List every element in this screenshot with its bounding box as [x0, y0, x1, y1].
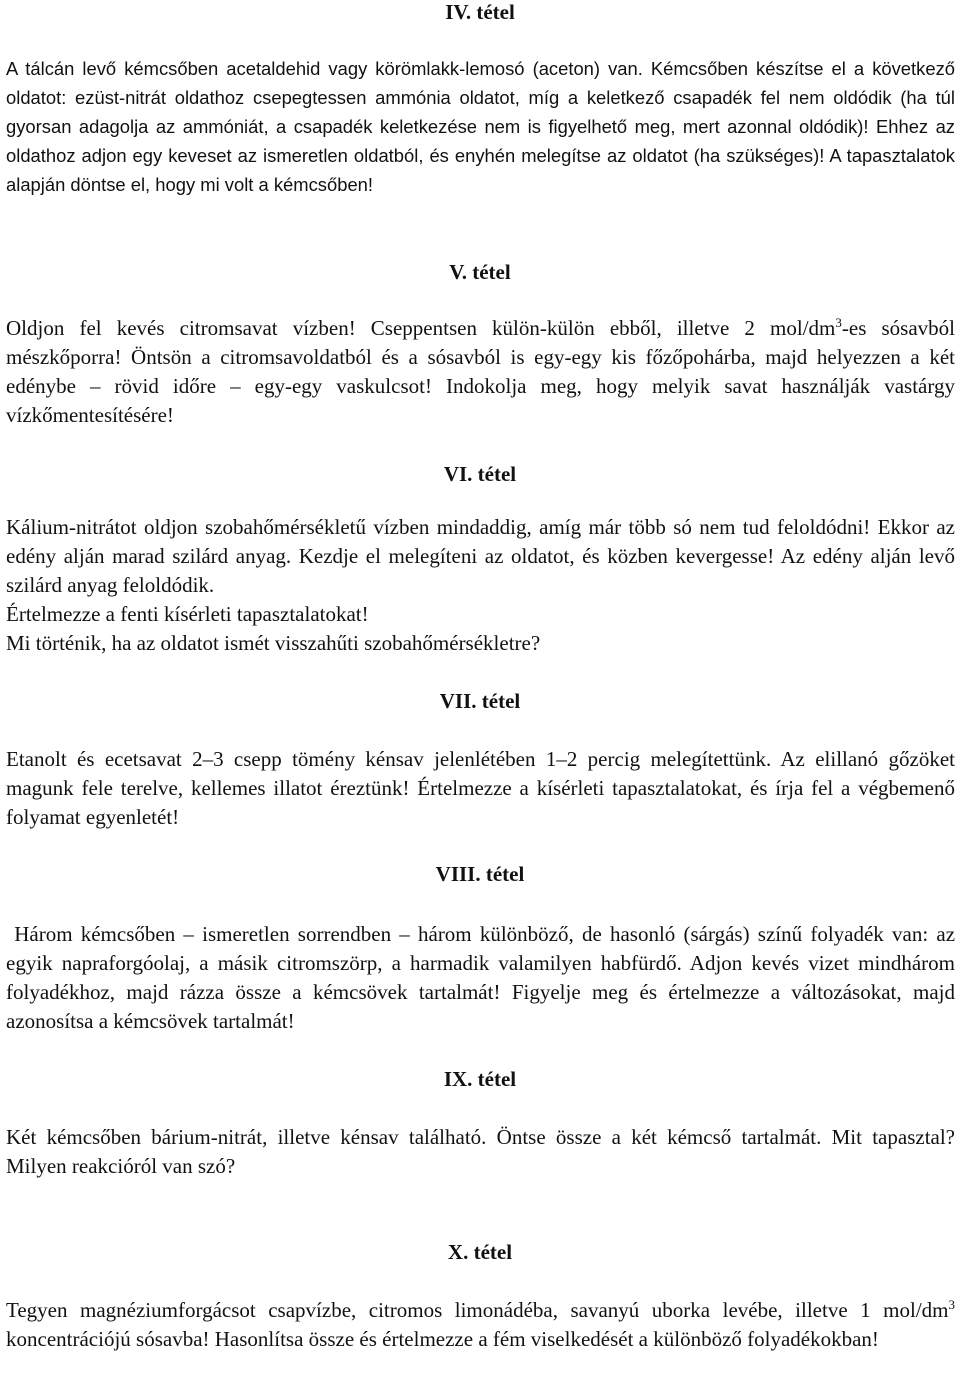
section-body-x-part2: koncentrációjú sósavba! Hasonlítsa össze és értelmezze a fém viselkedését a különböző folyadékokban! [6, 1327, 879, 1351]
section-body-vii: Etanolt és ecetsavat 2–3 csepp tömény kénsav jelenlétében 1–2 percig melegítettünk. Az elillanó gőzöket magunk fele terelve, kellemes illatot éreztünk! Értelmezze a kísérleti tapasztalatokat, és írja fel a végbemenő folyamat egyenletét! [6, 747, 955, 829]
section-body-viii: Három kémcsőben – ismeretlen sorrendben – három különböző, de hasonló (sárgás) színű folyadék van: az egyik napraforgóolaj, a másik citromszörp, a harmadik valamilyen habfürdő. Adjon kevés vizet mindhárom folyadékhoz, majd rázza össze a kémcsövek tartalmát! Figyelje meg és értelmezze a változásokat, majd azonosítsa a kémcsövek tartalmát! [6, 922, 960, 1033]
superscript-3: 3 [835, 315, 842, 330]
section-title-vii: VII. tétel [439, 689, 521, 713]
section-title-x: X. tétel [447, 1240, 513, 1264]
section-title-v: V. tétel [449, 260, 511, 284]
section-title-ix: IX. tétel [443, 1067, 517, 1091]
section-body-v [6, 314, 955, 430]
section-body-ix: Két kémcsőben bárium-nitrát, illetve kénsav található. Öntse össze a két kémcső tartalmát. Mit tapasztal? Milyen reakcióról van szó? [6, 1125, 955, 1178]
section-line-vi-2: Értelmezze a fenti kísérleti tapasztalatokat! [6, 602, 369, 626]
section-body-vi: Kálium-nitrátot oldjon szobahőmérsékletű vízben mindaddig, amíg már több só nem tud feloldódni! Ekkor az edény alján marad szilárd anyag. Kezdje el melegíteni az oldatot, és közben kevergesse! Az edény alján levő szilárd anyag feloldódik. [6, 515, 955, 597]
section-title-viii: VIII. tétel [435, 862, 525, 886]
section-body-x-part1: Tegyen magnéziumforgácsot csapvízbe, citromos limonádéba, savanyú uborka levébe, illetve 1 mol/dm [6, 1298, 949, 1322]
section-line-vi-3: Mi történik, ha az oldatot ismét visszahűti szobahőmérsékletre? [6, 631, 541, 655]
section-title-iv: IV. tétel [445, 0, 515, 24]
section-body-v-part1: Oldjon fel kevés citromsavat vízben! Cseppentsen külön-külön ebből, illetve 2 mol/dm [6, 316, 836, 340]
superscript-3: 3 [948, 1297, 955, 1312]
section-body-iv: A tálcán levő kémcsőben acetaldehid vagy körömlakk-lemosó (aceton) van. Kémcsőben készítse el a következő oldatot: ezüst-nitrát oldathoz csepegtessen ammónia oldatot, míg a keletkező csapadék fel nem oldódik (ha túl gyorsan adagolja az ammóniát, a csapadék keletkezése nem is figyelhető meg, mert azonnal oldódik)! Ehhez az oldathoz adjon egy keveset az ismeretlen oldatból, és enyhén melegítse az oldatot (ha szükséges)! A tapasztalatok alapján döntse el, hogy mi volt a kémcsőben! [6, 58, 955, 195]
section-body-v-part2: -es sósavból mészkőporra! Öntsön a citromsavoldatból és a sósavból is egy-egy kis főzőpohárba, majd helyezzen a két edénybe – rövid időre – egy-egy vaskulcsot! Indokolja meg, hogy melyik savat használják vastárgy vízkőmentesítésére! [6, 316, 955, 427]
section-title-vi: VI. tétel [443, 462, 517, 486]
section-body-x [6, 1296, 955, 1354]
